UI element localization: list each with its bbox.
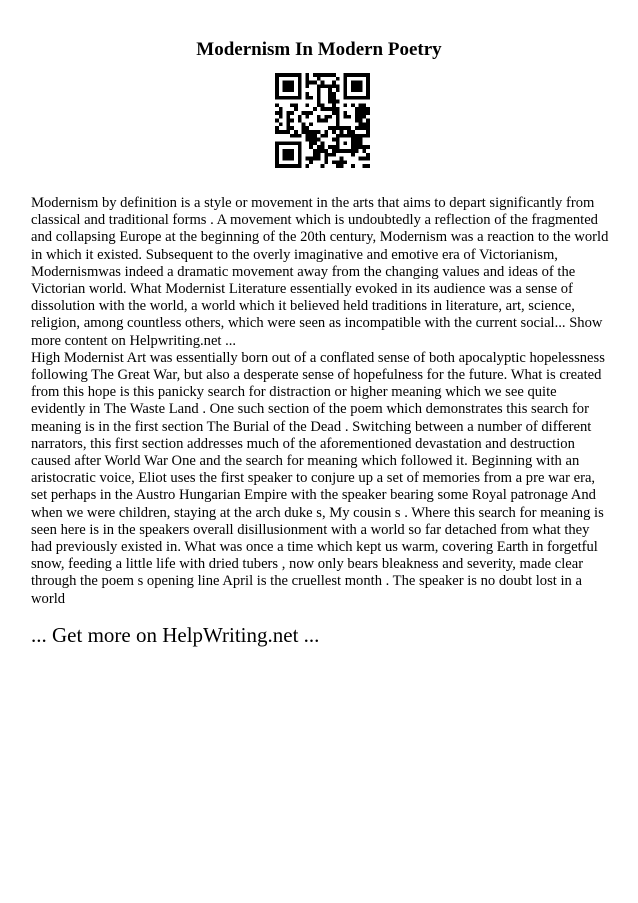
qr-code-icon [275,73,370,168]
paragraph-2: High Modernist Art was essentially born out of a conflated sense of both apocalyptic hopelessness following The Great War, but also a desperate sense of hopefulness for the future. What is created from this hope is this panicky search for distraction or higher meaning which we see quite evidently in The Waste Land . One such section of the poem which demonstrates this search for meaning is in the first section The Burial of the Dead . Switching between a number of different narrators, this first section addresses much of the aforementioned devastation and destruction caused after World War One and the search for meaning which followed it. Beginning with an aristocratic voice, Eliot uses the first speaker to conjure up a set of memories from a pre war era, set perhaps in the Austro Hungarian Empire with the speaker bearing some Royal patronage And when we were children, staying at the arch duke s, My cousin s . Where this search for meaning is seen here is in the speakers overall disillusionment with a world so far detached from what they had previously existed in. What was once a time which kept us warm, covering Earth in forgetful snow, feeding a little life with dried tubers , now only bears bleakness and severity, made clear through the poem s opening line April is the cruellest month . The speaker is no doubt lost in a world [31,349,605,607]
get-more-link[interactable]: ... Get more on HelpWriting.net ... [31,623,320,647]
article-body [31,195,611,608]
qr-code-graphic [275,73,370,168]
page-title: Modernism In Modern Poetry [196,39,442,60]
paragraph-1: Modernism by definition is a style or movement in the arts that aims to depart significantly from classical and traditional forms . A movement which is undoubtedly a reflection of the fragmented and collapsing Europe at the beginning of the 20th century, Modernism was a reaction to the world in which it existed. Subsequent to the overly imaginative and emotive era of Victorianism, Modernismwas indeed a dramatic movement away from the changing values and ideas of the Victorian world. What Modernist Literature essentially evoked in its audience was a sense of dissolution with the world, a world which it believed held traditions in literature, art, science, religion, among countless others, which were seen as incompatible with the current social... Show more content on Helpwriting.net ... [31,195,609,349]
